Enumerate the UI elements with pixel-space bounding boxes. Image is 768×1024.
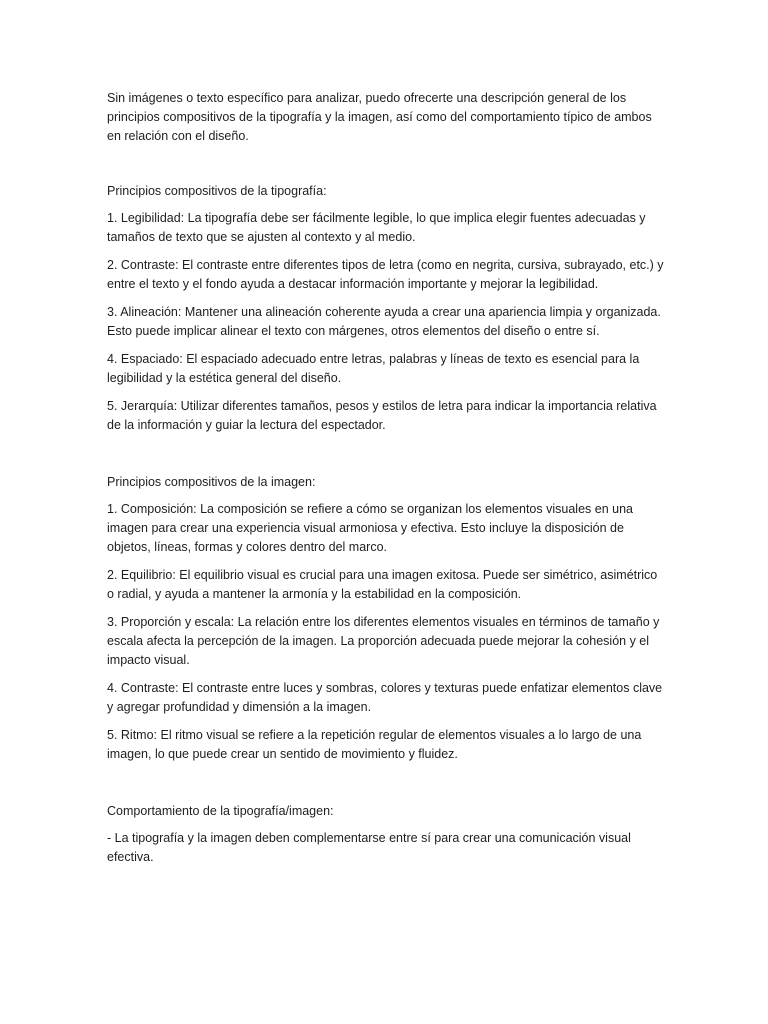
list-item: 4. Espaciado: El espaciado adecuado entre letras, palabras y líneas de texto es esencial para la legibilidad y la estética general del diseño. [107, 352, 640, 385]
list-item: 2. Equilibrio: El equilibrio visual es crucial para una imagen exitosa. Puede ser simétrico, asimétrico o radial, y ayuda a mantener la armonía y la estabilidad en la composición. [107, 568, 658, 601]
document-page [107, 89, 667, 905]
section-heading: Comportamiento de la tipografía/imagen: [107, 804, 334, 818]
list-item: 3. Proporción y escala: La relación entre los diferentes elementos visuales en términos de tamaño y escala afecta la percepción de la imagen. La proporción adecuada puede mejorar la cohesión y el impacto visual. [107, 615, 660, 667]
intro-paragraph: Sin imágenes o texto específico para analizar, puedo ofrecerte una descripción general de los principios compositivos de la tipografía y la imagen, así como del comportamiento típico de ambos en relación con el diseño. [107, 91, 652, 143]
list-item: 3. Alineación: Mantener una alineación coherente ayuda a crear una apariencia limpia y organizada. Esto puede implicar alinear el texto con márgenes, otros elementos del diseño o entre sí. [107, 305, 661, 338]
list-item: 5. Jerarquía: Utilizar diferentes tamaños, pesos y estilos de letra para indicar la importancia relativa de la información y guiar la lectura del espectador. [107, 399, 657, 432]
list-item: 1. Legibilidad: La tipografía debe ser fácilmente legible, lo que implica elegir fuentes adecuadas y tamaños de texto que se ajusten al contexto y al medio. [107, 211, 646, 244]
section-heading: Principios compositivos de la imagen: [107, 475, 316, 489]
list-item: - La tipografía y la imagen deben complementarse entre sí para crear una comunicación visual efectiva. [107, 831, 631, 864]
section-image [107, 473, 667, 764]
section-typography [107, 182, 667, 435]
section-behavior [107, 802, 667, 867]
list-item: 1. Composición: La composición se refiere a cómo se organizan los elementos visuales en una imagen para crear una experiencia visual armoniosa y efectiva. Esto incluye la disposición de objetos, líneas, formas y colores dentro del marco. [107, 502, 633, 554]
list-item: 4. Contraste: El contraste entre luces y sombras, colores y texturas puede enfatizar elementos clave y agregar profundidad y dimensión a la imagen. [107, 681, 663, 714]
list-item: 2. Contraste: El contraste entre diferentes tipos de letra (como en negrita, cursiva, subrayado, etc.) y entre el texto y el fondo ayuda a destacar información importante y mejorar la legibilidad. [107, 258, 664, 291]
list-item: 5. Ritmo: El ritmo visual se refiere a la repetición regular de elementos visuales a lo largo de una imagen, lo que puede crear un sentido de movimiento y fluidez. [107, 728, 642, 761]
section-heading: Principios compositivos de la tipografía: [107, 184, 327, 198]
